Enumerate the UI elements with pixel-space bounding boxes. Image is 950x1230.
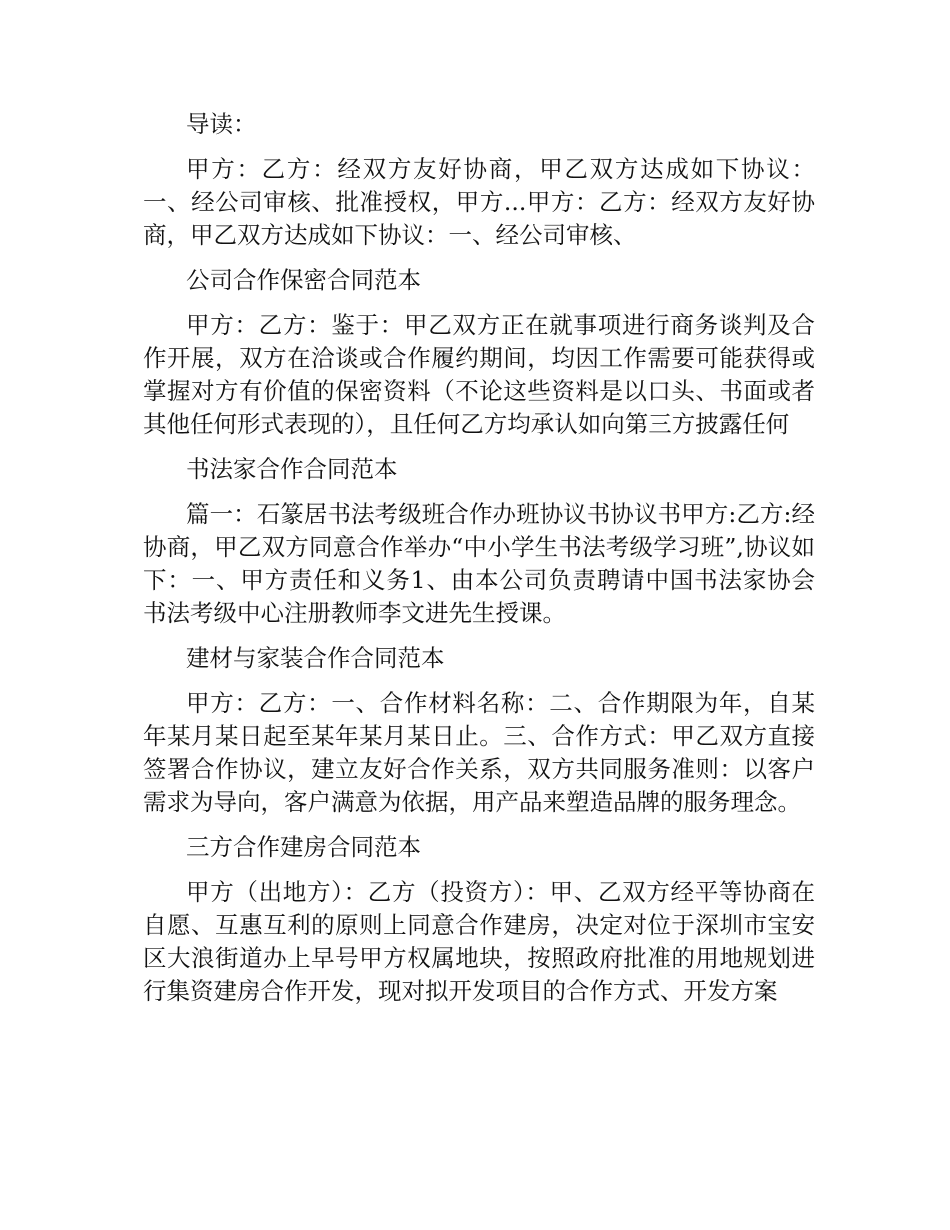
section-body: 篇一：石篆居书法考级班合作办班协议书协议书甲方:乙方:经协商，甲乙双方同意合作举办“中小学生书法考级学习班”,协议如下：一、甲方责任和义务1、由本公司负责聘请中国书法家协会书法考级中心注册教师李文进先生授课。 (143, 500, 815, 627)
section-body: 甲方（出地方）：乙方（投资方）：甲、乙双方经平等协商在自愿、互惠互利的原则上同意合作建房，决定对位于深圳市宝安区大浪街道办上早号甲方权属地块，按照政府批准的用地规划进行集资建房合作开发，现对拟开发项目的合作方式、开发方案 (143, 878, 815, 1005)
section-title: 书法家合作合同范本 (186, 455, 398, 483)
section-body: 甲方：乙方：一、合作材料名称：二、合作期限为年，自某年某月某日起至某年某月某日止。三、合作方式：甲乙双方直接签署合作协议，建立友好合作关系，双方共同服务准则：以客户需求为导向，客户满意为依据，用产品来塑造品牌的服务理念。 (143, 689, 815, 816)
section-title: 三方合作建房合同范本 (186, 833, 421, 861)
section-body: 甲方：乙方：鉴于：甲乙双方正在就事项进行商务谈判及合作开展，双方在洽谈或合作履约期间，均因工作需要可能获得或掌握对方有价值的保密资料（不论这些资料是以口头、书面或者其他任何形式表现的），且任何乙方均承认如向第三方披露任何 (143, 311, 815, 438)
document-page (143, 108, 815, 1020)
section-title: 建材与家装合作合同范本 (186, 644, 445, 672)
intro-text: 甲方：乙方：经双方友好协商，甲乙双方达成如下协议：一、经公司审核、批准授权，甲方...甲方：乙方：经双方友好协商，甲乙双方达成如下协议：一、经公司审核、 (143, 155, 815, 249)
intro-label: 导读： (186, 110, 257, 138)
section-title: 公司合作保密合同范本 (186, 266, 421, 294)
